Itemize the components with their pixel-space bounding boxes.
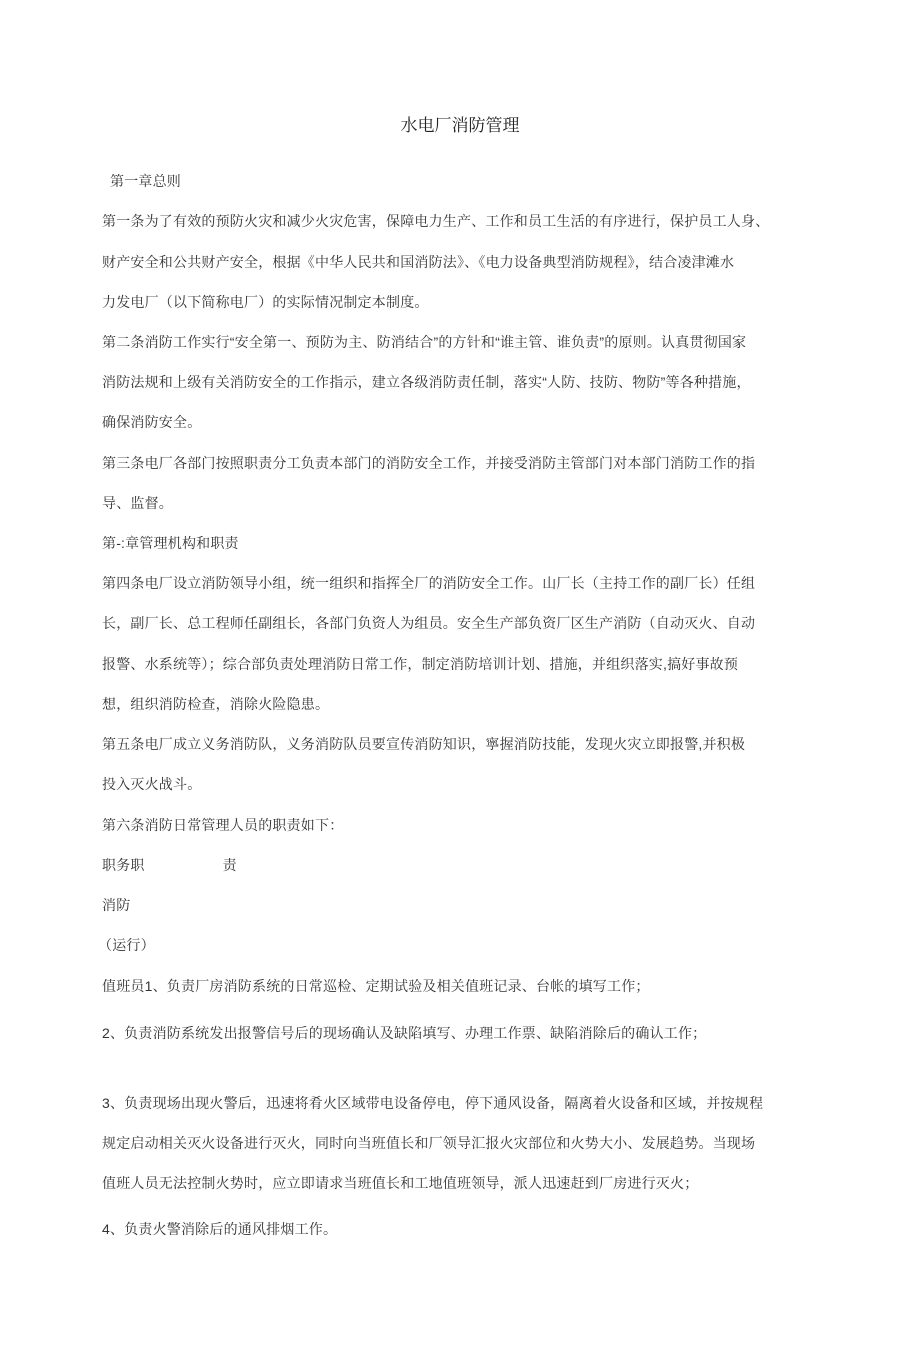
paragraph-line: 消防法规和上级有关消防安全的工作指示，建立各级消防责任制，落实“人防、技防、物防”等各种措施， — [102, 374, 751, 390]
table-header-responsibility: 责 — [222, 857, 237, 873]
paragraph-line: 第四条电厂设立消防领导小组，统一组织和指挥全厂的消防安全工作。山厂长（主持工作的副厂长）任组 — [102, 575, 756, 591]
role-label: 值班员 — [102, 978, 145, 994]
paragraph-line: 确保消防安全。 — [102, 414, 202, 430]
paragraph-line: 第六条消防日常管理人员的职责如下： — [102, 817, 344, 833]
paragraph-line: 想，组织消防检查，消除火险隐患。 — [102, 696, 330, 712]
paragraph-line: 第一条为了有效的预防火灾和减少火灾危害，保障电力生产、工作和员工生活的有序进行，保护员工人身、 — [102, 213, 770, 229]
paragraph-line: 第五条电厂成立义务消防队，义务消防队员要宣传消防知识，寧握消防技能，发现火灾立即报警,并积极 — [102, 736, 746, 752]
duty-item: 2、负责消防系统发出报警信号后的现场确认及缺陷填写、办理工作票、缺陷消除后的确认工作； — [102, 1025, 707, 1041]
paragraph-line: 导、监督。 — [102, 495, 173, 511]
document-title: 水电厂消防管理 — [400, 116, 520, 135]
paragraph-line: 第二条消防工作实行“安全第一、预防为主、防消结合”的方针和“谁主管、谁负责”的原则。认真贯彻国家 — [102, 334, 747, 350]
duty-item: 规定启动相关灭火设备进行灭火，同时向当班值长和厂领导汇报火灾部位和火势大小、发展趋势。当现场 — [102, 1135, 756, 1151]
paragraph-line: 报警、水系统等）；综合部负责处理消防日常工作，制定消防培训计划、措施，并组织落实,搞好事故预 — [102, 656, 739, 672]
paragraph-line: 长，副厂长、总工程师任副组长，各部门负资人为组员。安全生产部负资厂区生产消防（自动灭火、自动 — [102, 615, 756, 631]
table-header — [102, 856, 237, 874]
duty-item: 4、负责火警消除后的通风排烟工作。 — [102, 1221, 338, 1237]
duty-item: 3、负责现场出现火警后，迅速将肴火区域带电设备停电，停下通风设备，隔离着火设备和区域，并按规程 — [102, 1095, 764, 1111]
paragraph-line: 力发电厂（以下简称电厂）的实际情况制定本制度。 — [102, 294, 429, 310]
paragraph-line: 财产安全和公共财产安全，根据《中华人民共和国消防法》、《电力设备典型消防规程》，结合凌津滩水 — [102, 254, 735, 270]
chapter-heading: 第一章总则 — [110, 173, 181, 189]
table-row — [102, 977, 650, 995]
role-label: （运行） — [98, 937, 155, 953]
chapter-heading: 第-:章管理机构和职责 — [102, 535, 239, 551]
table-header-duty-title: 职务职 — [102, 857, 145, 873]
paragraph-line: 第三条电厂各部门按照职责分工负责本部门的消防安全工作，并接受消防主管部门对本部门消防工作的指 — [102, 455, 756, 471]
duty-item: 1、负责厂房消防系统的日常巡检、定期试验及相关值班记录、台帐的填写工作； — [144, 978, 650, 994]
paragraph-line: 投入灭火战斗。 — [102, 776, 202, 792]
duty-item: 值班人员无法控制火势时，应立即请求当班值长和工地值班领导，派人迅速赶到厂房进行灭火； — [102, 1175, 699, 1191]
role-label: 消防 — [102, 897, 131, 913]
